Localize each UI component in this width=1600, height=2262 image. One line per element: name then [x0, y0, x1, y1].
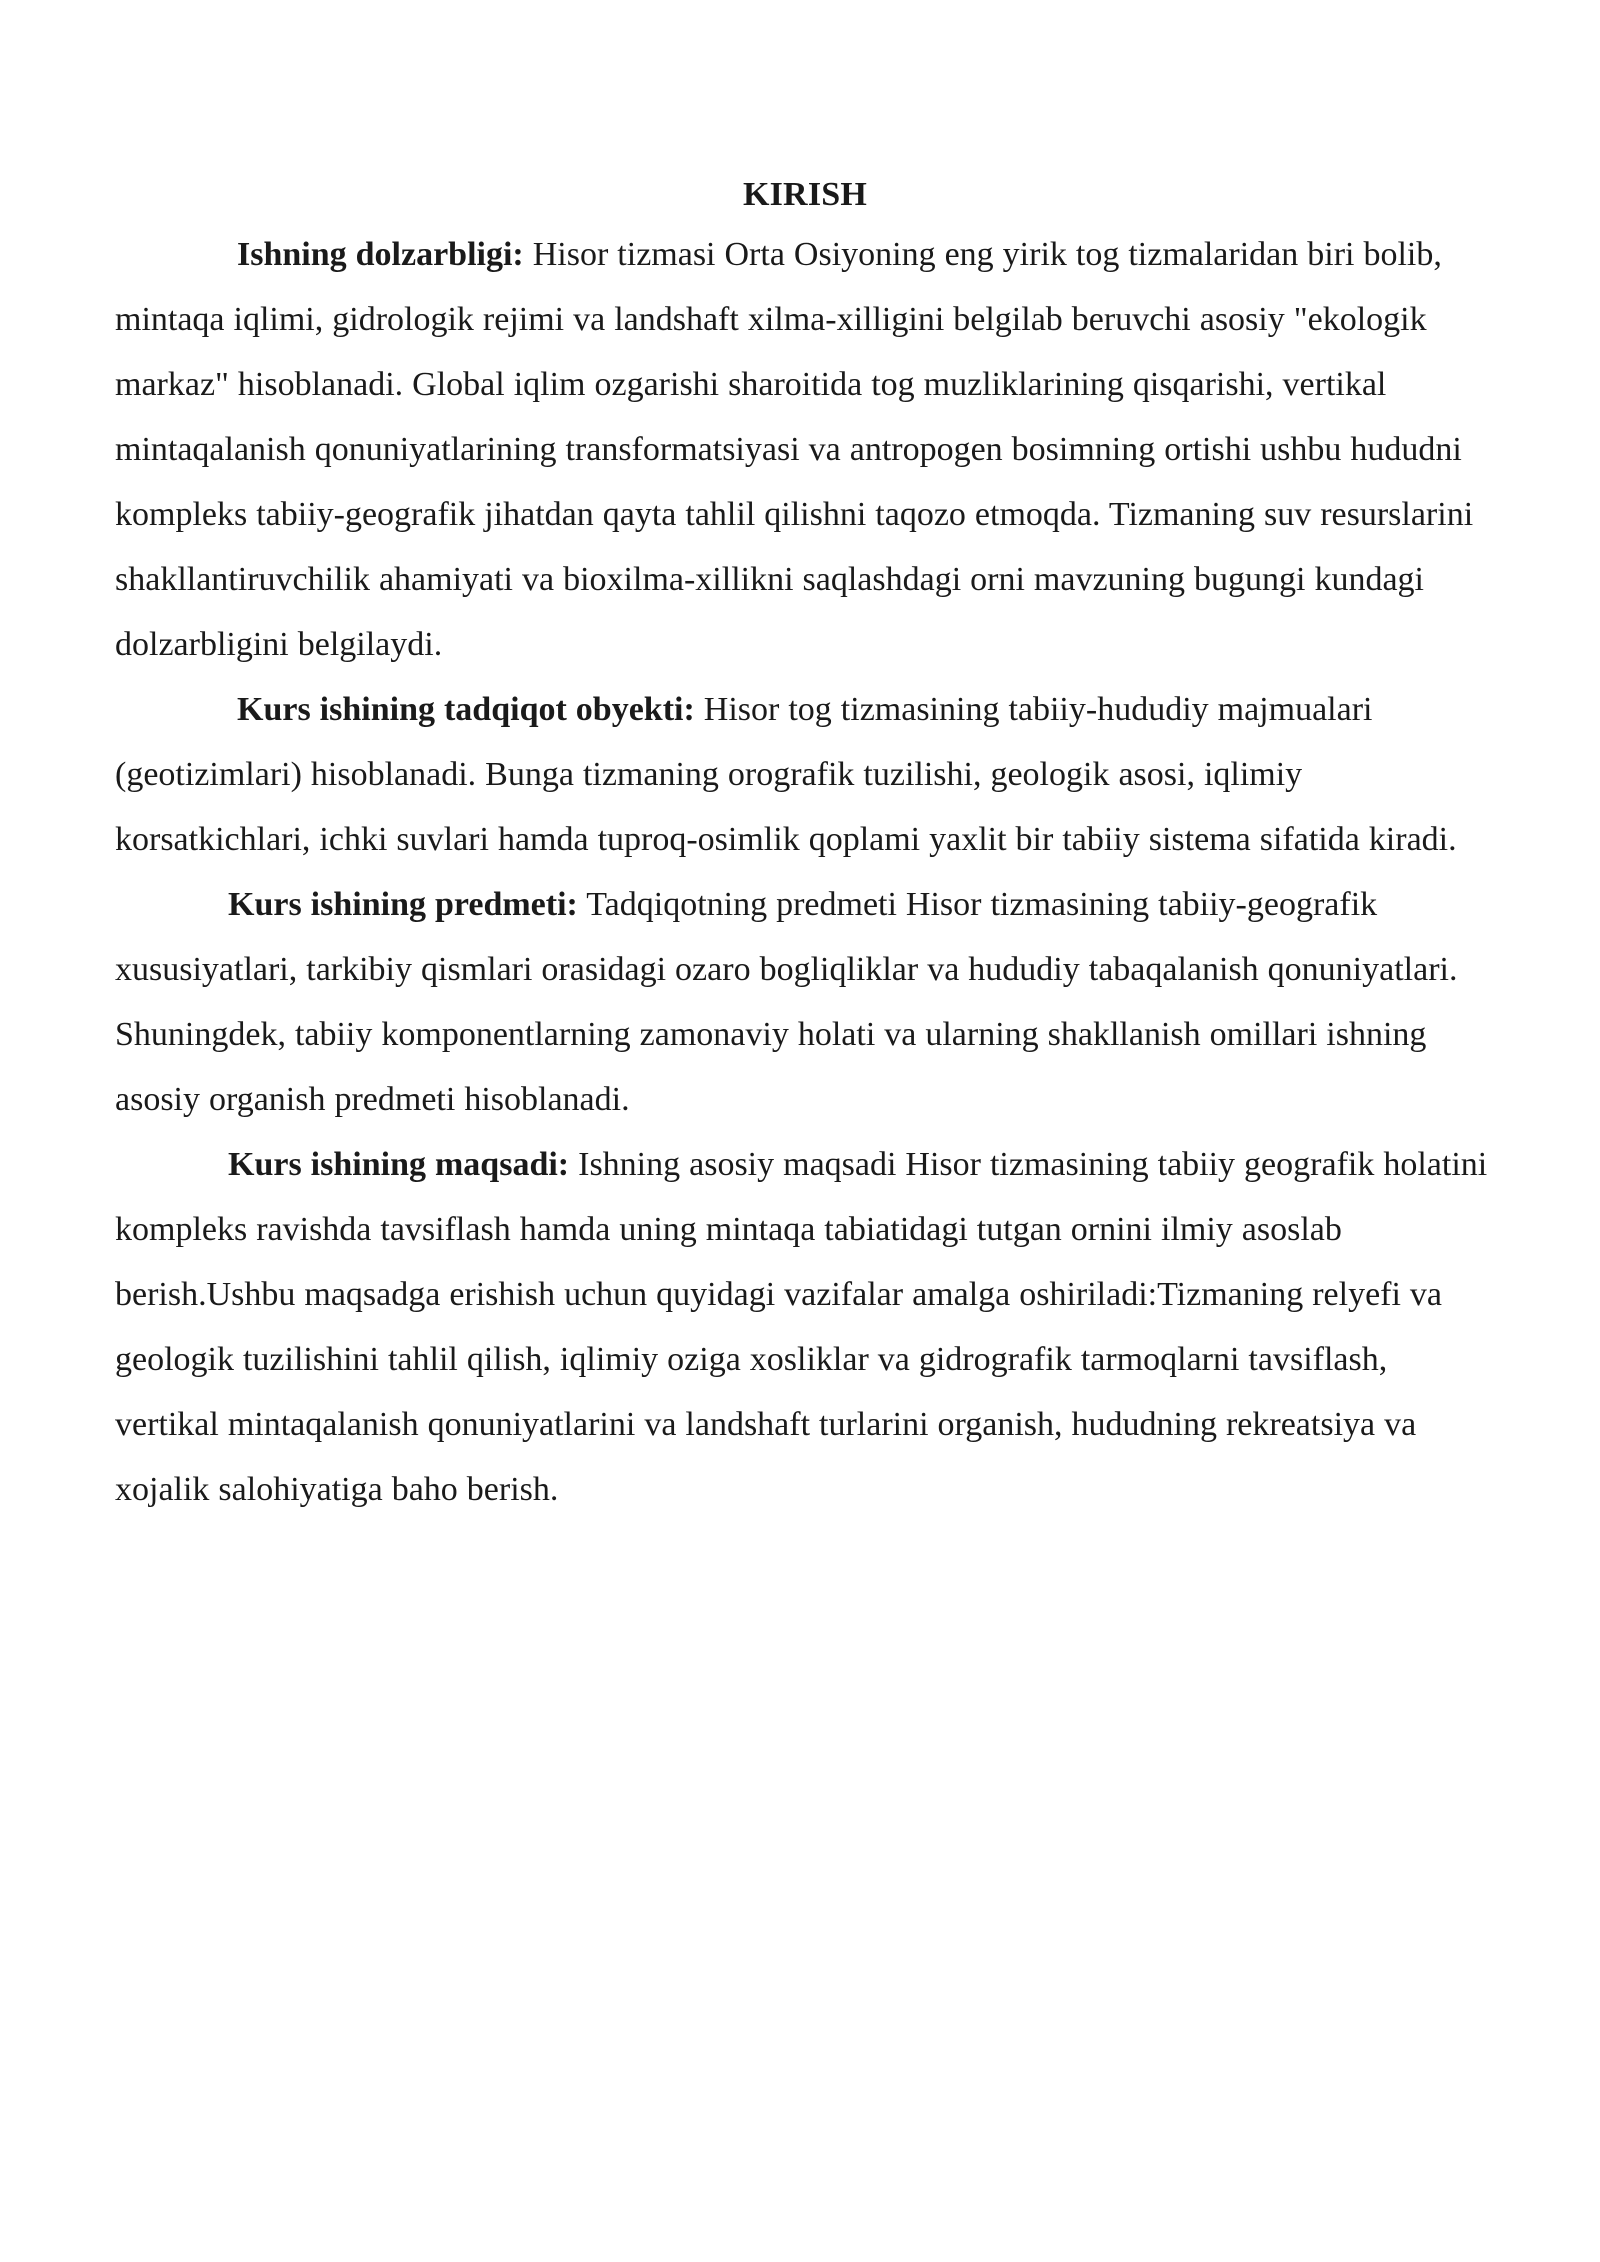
- paragraph-body-subject: Tadqiqotning predmeti Hisor tizmasining tabiiy-geografik xususiyatlari, tarkibiy qismlari orasidagi ozaro bogliqliklar va hududiy tabaqalanish qonuniyatlari. Shuningdek, tabiiy komponentlarning zamonaviy holati va ularning shakllanish omillari ishning asosiy organish predmeti hisoblanadi.: [115, 886, 1458, 1118]
- paragraph-research-object: [115, 677, 1495, 872]
- paragraph-lead-goal: Kurs ishining maqsadi:: [228, 1146, 570, 1183]
- document-title: KIRISH: [742, 176, 868, 213]
- paragraph-body-research-object: Hisor tog tizmasining tabiiy-hududiy majmualari (geotizimlari) hisoblanadi. Bunga tizmaning orografik tuzilishi, geologik asosi, iqlimiy korsatkichlari, ichki suvlari hamda tuproq-osimlik qoplami yaxlit bir tabiiy sistema sifatida kiradi.: [115, 691, 1457, 858]
- paragraph-relevance: [115, 222, 1495, 677]
- paragraph-goal: [115, 1132, 1495, 1522]
- paragraph-lead-subject: Kurs ishining predmeti:: [228, 886, 578, 923]
- paragraph-body-goal: Ishning asosiy maqsadi Hisor tizmasining tabiiy geografik holatini kompleks ravishda tavsiflash hamda uning mintaqa tabiatidagi tutgan ornini ilmiy asoslab berish.Ushbu maqsadga erishish uchun quyidagi vazifalar amalga oshiriladi:Tizmaning relyefi va geologik tuzilishini tahlil qilish, iqlimiy oziga xosliklar va gidrografik tarmoqlarni tavsiflash, vertikal mintaqalanish qonuniyatlarini va landshaft turlarini organish, hududning rekreatsiya va xojalik salohiyatiga baho berish.: [115, 1146, 1488, 1508]
- paragraph-subject: [115, 872, 1495, 1132]
- paragraph-body-relevance: Hisor tizmasi Orta Osiyoning eng yirik tog tizmalaridan biri bolib, mintaqa iqlimi, gidrologik rejimi va landshaft xilma-xilligini belgilab beruvchi asosiy "ekologik markaz" hisoblanadi. Global iqlim ozgarishi sharoitida tog muzliklarining qisqarishi, vertikal mintaqalanish qonuniyatlarining transformatsiyasi va antropogen bosimning ortishi ushbu hududni kompleks tabiiy-geografik jihatdan qayta tahlil qilishni taqozo etmoqda. Tizmaning suv resurslarini shakllantiruvchilik ahamiyati va bioxilma-xillikni saqlashdagi orni mavzuning bugungi kundagi dolzarbligini belgilaydi.: [115, 236, 1474, 663]
- paragraph-lead-research-object: Kurs ishining tadqiqot obyekti:: [237, 691, 695, 728]
- paragraph-lead-relevance: Ishning dolzarbligi:: [237, 236, 524, 273]
- document-page: [115, 168, 1495, 1522]
